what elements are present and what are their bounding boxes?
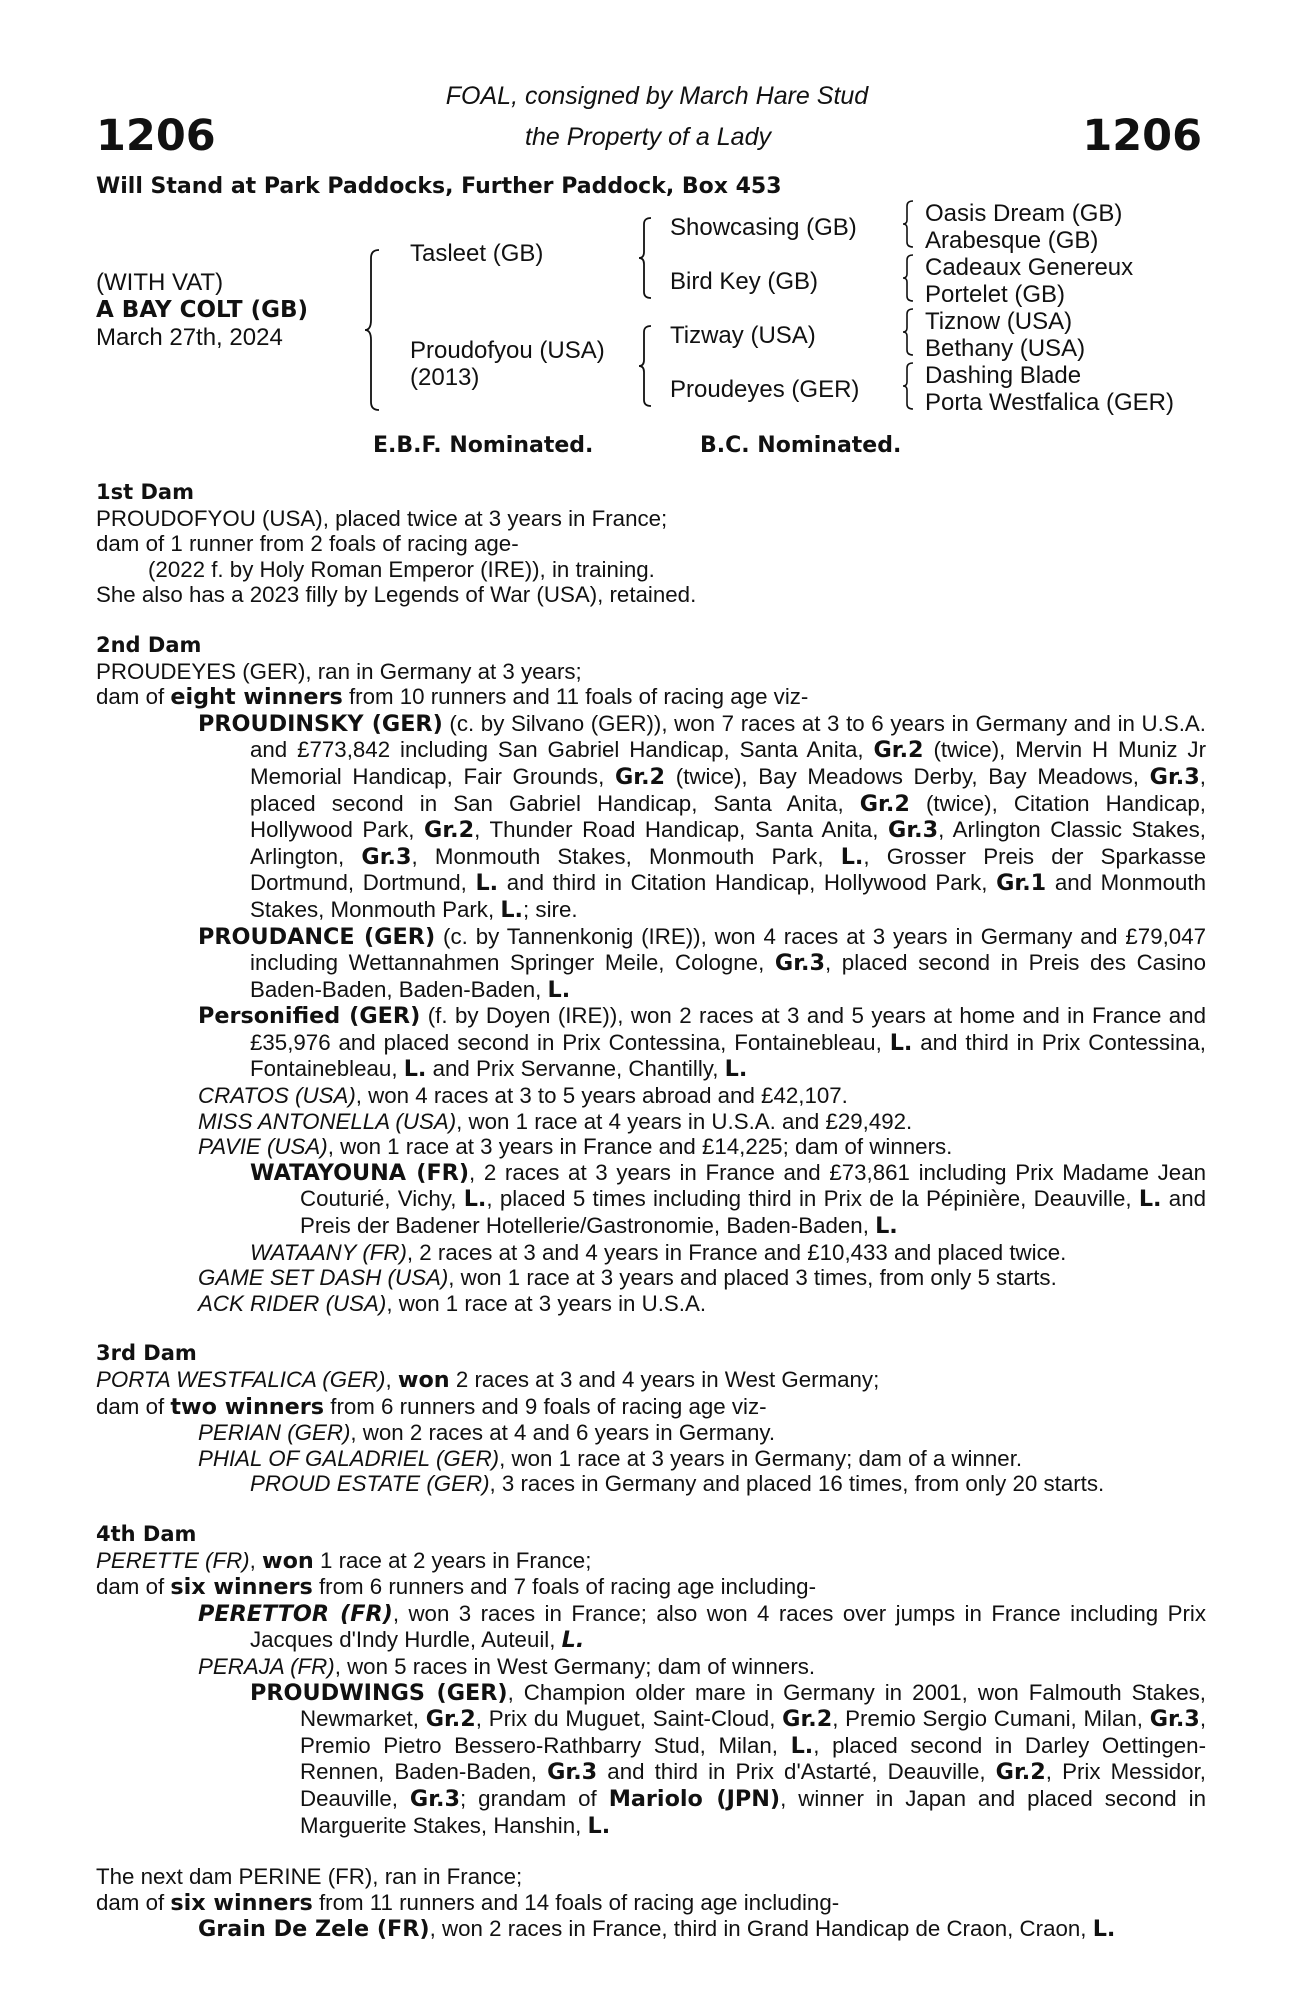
fourth-dam-line: PERETTE (FR), won 1 race at 2 years in France; xyxy=(96,1547,592,1574)
progeny-peraja: PERAJA (FR), won 5 races in West Germany; dam of winners. xyxy=(198,1653,816,1679)
ebf-nominated: E.B.F. Nominated. xyxy=(373,433,594,458)
second-dam-heading: 2nd Dam xyxy=(96,632,202,657)
first-dam-heading: 1st Dam xyxy=(96,480,194,504)
pedigree-bracket-main xyxy=(365,250,385,410)
stand-location: Will Stand at Park Paddocks, Further Paddock, Box 453 xyxy=(96,174,782,199)
pedigree-bracket-dam xyxy=(639,326,655,406)
pedigree-bracket-g1 xyxy=(903,201,917,247)
third-dam-heading: 3rd Dam xyxy=(96,1341,197,1366)
progeny-perettor: PERETTOR (FR), won 3 races in France; also won 4 races over jumps in France including Prix Jacques d'Indy Hurdle, Auteuil, L. xyxy=(198,1600,1206,1654)
dam-name: Proudofyou (USA) xyxy=(410,337,605,364)
pedigree-bracket-g2 xyxy=(903,255,917,301)
progeny-ack-rider: ACK RIDER (USA), won 1 race at 3 years in U.S.A. xyxy=(198,1290,707,1316)
third-dam-section xyxy=(96,1341,1206,1497)
ancestor-tiznow: Tiznow (USA) xyxy=(925,308,1073,335)
catalogue-body xyxy=(96,480,1206,1943)
second-dam-line: PROUDEYES (GER), ran in Germany at 3 years; xyxy=(96,658,582,684)
progeny-cratos: CRATOS (USA), won 4 races at 3 to 5 years abroad and £42,107. xyxy=(198,1083,848,1109)
progeny-personified: Personified (GER) (f. by Doyen (IRE)), won 2 races at 3 and 5 years at home and in France and £35,976 and placed second in Prix Contessina, Fontainebleau, L. and third in Prix Contessina, Fontainebleau, L. and Prix Servanne, Chantilly, L. xyxy=(198,1003,1206,1083)
next-dam-produce: dam of six winners from 11 runners and 14 foals of racing age including- xyxy=(96,1889,840,1916)
property-line: the Property of a Lady xyxy=(525,123,771,151)
lot-number-right: 1206 xyxy=(1082,111,1202,161)
dam-sire: Tizway (USA) xyxy=(670,322,816,349)
progeny-wataany: WATAANY (FR), 2 races at 3 and 4 years in France and £10,433 and placed twice. xyxy=(250,1239,1067,1265)
pedigree-bracket-g3 xyxy=(903,309,917,355)
progeny-phial-of-galadriel: PHIAL OF GALADRIEL (GER), won 1 race at 3 years in Germany; dam of a winner. xyxy=(198,1445,1023,1471)
sire-name: Tasleet (GB) xyxy=(410,240,544,267)
sire-sire: Showcasing (GB) xyxy=(670,214,857,241)
bc-nominated: B.C. Nominated. xyxy=(700,433,902,458)
horse-name: A BAY COLT (GB) xyxy=(96,297,309,323)
progeny-proudwings: PROUDWINGS (GER), Champion older mare in Germany in 2001, won Falmouth Stakes, Newmarket, Gr.2, Prix du Muguet, Saint-Cloud, Gr.2, Premio Sergio Cumani, Milan, Gr.3, Premio Pietro Bessero-Rathbarry Stud, Milan, L., placed second in Darley Oettingen-Rennen, Baden-Baden, Gr.3 and third in Prix d'Astarté, Deauville, Gr.2, Prix Messidor, Deauville, Gr.3; grandam of Mariolo (JPN), winner in Japan and placed second in Marguerite Stakes, Hanshin, L. xyxy=(250,1679,1207,1839)
next-dam-section xyxy=(96,1864,1206,1943)
second-dam-section xyxy=(96,633,1206,1316)
progeny-perian: PERIAN (GER), won 2 races at 4 and 6 years in Germany. xyxy=(198,1420,776,1446)
progeny-watayouna: WATAYOUNA (FR), 2 races at 3 years in France and £73,861 including Prix Madame Jean Couturié, Vichy, L., placed 5 times including third in Prix de la Pépinière, Deauville, L. and Preis der Badener Hotellerie/Gastronomie, Baden-Baden, L. xyxy=(250,1159,1206,1240)
foaling-date: March 27th, 2024 xyxy=(96,324,283,351)
progeny-proudinsky: PROUDINSKY (GER) (c. by Silvano (GER)), won 7 races at 3 to 6 years in Germany and in U.S.A. and £773,842 including San Gabriel Handicap, Santa Anita, Gr.2 (twice), Mervin H Muniz Jr Memorial Handicap, Fair Grounds, Gr.2 (twice), Bay Meadows Derby, Bay Meadows, Gr.3, placed second in San Gabriel Handicap, Santa Anita, Gr.2 (twice), Citation Handicap, Hollywood Park, Gr.2, Thunder Road Handicap, Santa Anita, Gr.3, Arlington Classic Stakes, Arlington, Gr.3, Monmouth Stakes, Monmouth Park, L., Grosser Preis der Sparkasse Dortmund, Dortmund, L. and third in Citation Handicap, Hollywood Park, Gr.1 and Monmouth Stakes, Monmouth Park, L.; sire. xyxy=(198,710,1207,923)
vat-note: (WITH VAT) xyxy=(96,269,224,296)
lot-number-left: 1206 xyxy=(96,111,216,161)
ancestor-cadeaux-genereux: Cadeaux Genereux xyxy=(925,254,1134,281)
pedigree-bracket-g4 xyxy=(903,363,917,409)
sire-dam: Bird Key (GB) xyxy=(670,268,819,295)
ancestor-porta-westfalica: Porta Westfalica (GER) xyxy=(925,389,1174,416)
ancestor-portelet: Portelet (GB) xyxy=(925,281,1066,308)
pedigree-bracket-sire xyxy=(639,218,655,298)
fourth-dam-produce: dam of six winners from 6 runners and 7 foals of racing age including- xyxy=(96,1574,817,1601)
next-dam-line: The next dam PERINE (FR), ran in France; xyxy=(96,1864,523,1890)
progeny-grain-de-zele: Grain De Zele (FR), won 2 races in France, third in Grand Handicap de Craon, Craon, L. xyxy=(198,1916,1116,1943)
ancestor-dashing-blade: Dashing Blade xyxy=(925,362,1082,389)
progeny-miss-antonella: MISS ANTONELLA (USA), won 1 race at 4 years in U.S.A. and £29,492. xyxy=(198,1108,913,1134)
ancestor-oasis-dream: Oasis Dream (GB) xyxy=(925,200,1123,227)
third-dam-produce: dam of two winners from 6 runners and 9 foals of racing age viz- xyxy=(96,1393,767,1420)
progeny-pavie: PAVIE (USA), won 1 race at 3 years in France and £14,225; dam of winners. xyxy=(198,1134,953,1160)
first-dam-produce: dam of 1 runner from 2 foals of racing age- xyxy=(96,531,519,557)
consignor-line: FOAL, consigned by March Hare Stud xyxy=(445,82,869,110)
second-dam-produce: dam of eight winners from 10 runners and 11 foals of racing age viz- xyxy=(96,684,809,711)
ancestor-bethany: Bethany (USA) xyxy=(925,335,1086,362)
ancestor-arabesque: Arabesque (GB) xyxy=(925,227,1099,254)
third-dam-line: PORTA WESTFALICA (GER), won 2 races at 3 and 4 years in West Germany; xyxy=(96,1367,880,1393)
dam-year: (2013) xyxy=(410,364,480,391)
progeny-proud-estate: PROUD ESTATE (GER), 3 races in Germany and placed 16 times, from only 20 starts. xyxy=(250,1471,1105,1497)
fourth-dam-section xyxy=(96,1522,1206,1839)
first-dam-foal: (2022 f. by Holy Roman Emperor (IRE)), in training. xyxy=(148,556,655,582)
progeny-game-set-dash: GAME SET DASH (USA), won 1 race at 3 years and placed 3 times, from only 5 starts. xyxy=(198,1265,1057,1291)
first-dam-section xyxy=(96,480,1206,608)
first-dam-line: PROUDOFYOU (USA), placed twice at 3 years in France; xyxy=(96,505,668,531)
dam-dam: Proudeyes (GER) xyxy=(670,376,860,403)
fourth-dam-heading: 4th Dam xyxy=(96,1521,197,1546)
first-dam-also: She also has a 2023 filly by Legends of War (USA), retained. xyxy=(96,582,697,608)
progeny-proudance: PROUDANCE (GER) (c. by Tannenkonig (IRE)), won 4 races at 3 years in Germany and £79,047 including Wettannahmen Springer Meile, Cologne, Gr.3, placed second in Preis des Casino Baden-Baden, Baden-Baden, L. xyxy=(198,923,1206,1003)
